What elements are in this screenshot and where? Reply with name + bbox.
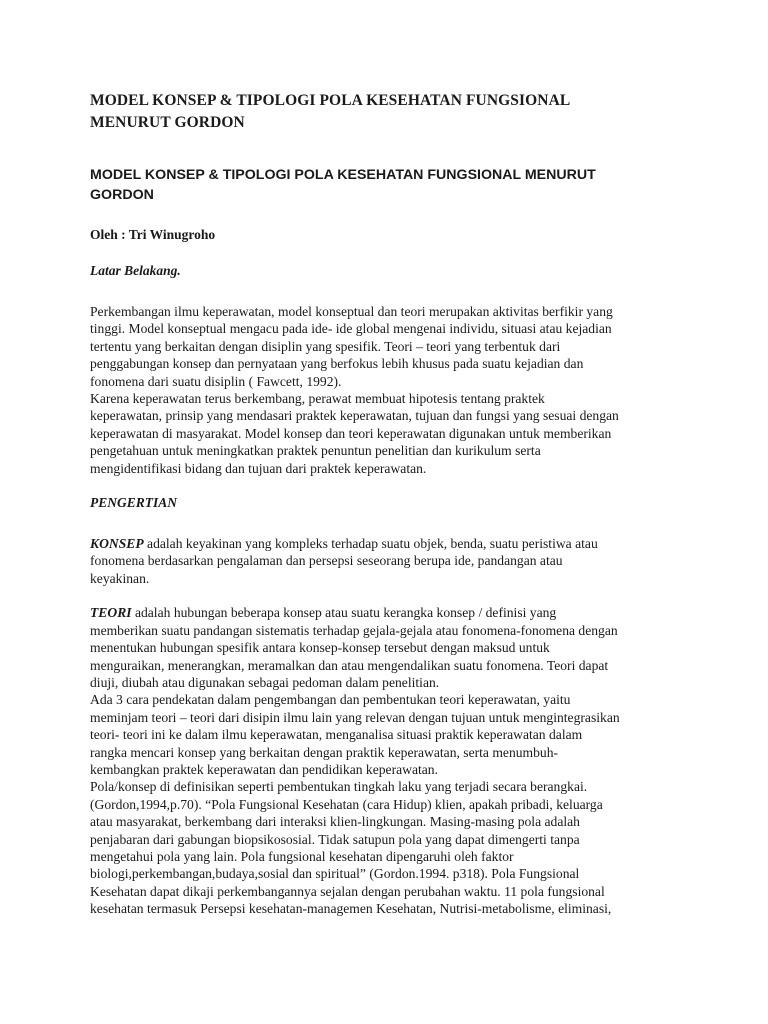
text-line: memberikan suatu pandangan sistematis terhadap gejala-gejala atau fonomena-fonomena dengan [90,622,618,638]
text-line: penggabungan konsep dan pernyataan yang berfokus lebih khusus pada suatu kejadian dan [90,356,584,372]
text-line: keyakinan. [90,570,150,586]
text-line: menguraikan, menerangkan, meramalkan dan atau mengendalikan suatu fonomena. Teori dapat [90,657,609,673]
text-line: mengetahui pola yang lain. Pola fungsional kesehatan dipengaruhi oleh faktor [90,848,514,864]
text-line: biologi,perkembangan,budaya,sosial dan spiritual” (Gordon.1994. p318). Pola Fungsional [90,866,580,882]
background-paragraph [90,303,708,477]
text-line: rangka mencari konsep yang berkaitan dengan praktik keperawatan, serta menumbuh- [90,744,559,760]
text-line: tinggi. Model konseptual mengacu pada ide- ide global mengenai individu, situasi atau kejadian [90,321,612,337]
text-line: Karena keperawatan terus berkembang, perawat membuat hipotesis tentang praktek [90,391,545,407]
konsep-paragraph [90,535,708,587]
document-subtitle [90,165,708,205]
text-line: atau masyarakat, berkembang dari interaksi klien-lingkungan. Masing-masing pola adalah [90,814,580,830]
text-line: Kesehatan dapat dikaji perkembangannya sejalan dengan perubahan waktu. 11 pola fungsional [90,883,605,899]
text-span: adalah keyakinan yang kompleks terhadap suatu objek, benda, suatu peristiwa atau [143,536,598,552]
definition-heading: PENGERTIAN [90,495,178,511]
teori-term: TEORI [90,605,132,621]
text-line: mengidentifikasi bidang dan tujuan dari praktek keperawatan. [90,460,427,476]
text-line: (Gordon,1994,p.70). “Pola Fungsional Kesehatan (cara Hidup) klien, apakah pribadi, keluarga [90,796,603,812]
title-line: MODEL KONSEP & TIPOLOGI POLA KESEHATAN FUNGSIONAL [90,92,571,109]
text-line [90,604,708,621]
text-line: penjabaran dari gabungan biopsikososial. Tidak satupun pola yang dapat dimengerti tanpa [90,831,580,847]
title-line: MENURUT GORDON [90,114,245,131]
text-line: meminjam teori – teori dari disipin ilmu lain yang relevan dengan tujuan untuk mengintegrasikan [90,709,620,725]
text-line: fonomena dari suatu disiplin ( Fawcett, 1992). [90,373,342,389]
text-line: Pola/konsep di definisikan seperti pembentukan tingkah laku yang terjadi secara berangkai. [90,779,588,795]
text-line: tertentu yang berkaitan dengan disiplin yang spesifik. Teori – teori yang terbentuk dari [90,338,561,354]
document-title [90,90,708,134]
subtitle-line: GORDON [90,187,154,203]
teori-paragraph [90,604,708,917]
text-line: keperawatan, prinsip yang mendasari praktek keperawatan, tujuan dan fungsi yang sesuai dengan [90,408,619,424]
author-line: Oleh : Tri Winugroho [90,227,216,242]
text-line: diuji, diubah atau digunakan sebagai pedoman dalam penelitian. [90,674,440,690]
text-line: pengetahuan untuk meningkatkan praktek penuntun penelitian dan kurikulum serta [90,443,541,459]
text-span: adalah hubungan beberapa konsep atau suatu kerangka konsep / definisi yang [131,605,557,621]
subtitle-line: MODEL KONSEP & TIPOLOGI POLA KESEHATAN FUNGSIONAL MENURUT [90,167,596,183]
text-line: Ada 3 cara pendekatan dalam pengembangan dan pembentukan teori keperawatan, yaitu [90,692,571,708]
text-line: kesehatan termasuk Persepsi kesehatan-managemen Kesehatan, Nutrisi-metabolisme, eliminasi, [90,901,612,917]
text-line: keperawatan di masyarakat. Model konsep dan teori keperawatan digunakan untuk memberikan [90,425,612,441]
text-line: Perkembangan ilmu keperawatan, model konseptual dan teori merupakan aktivitas berfikir yang [90,304,613,319]
text-line [90,535,708,552]
text-line: teori- teori ini ke dalam ilmu keperawatan, menganalisa situasi praktik keperawatan dalam [90,727,583,743]
konsep-term: KONSEP [90,536,144,552]
background-heading: Latar Belakang. [90,263,181,278]
text-line: fonomena berdasarkan pengalaman dan persepsi seseorang berupa ide, pandangan atau [90,553,563,569]
text-line: menentukan hubungan spesifik antara konsep-konsep tersebut dengan maksud untuk [90,640,550,656]
text-line: kembangkan praktek keperawatan dan pendidikan keperawatan. [90,761,438,777]
